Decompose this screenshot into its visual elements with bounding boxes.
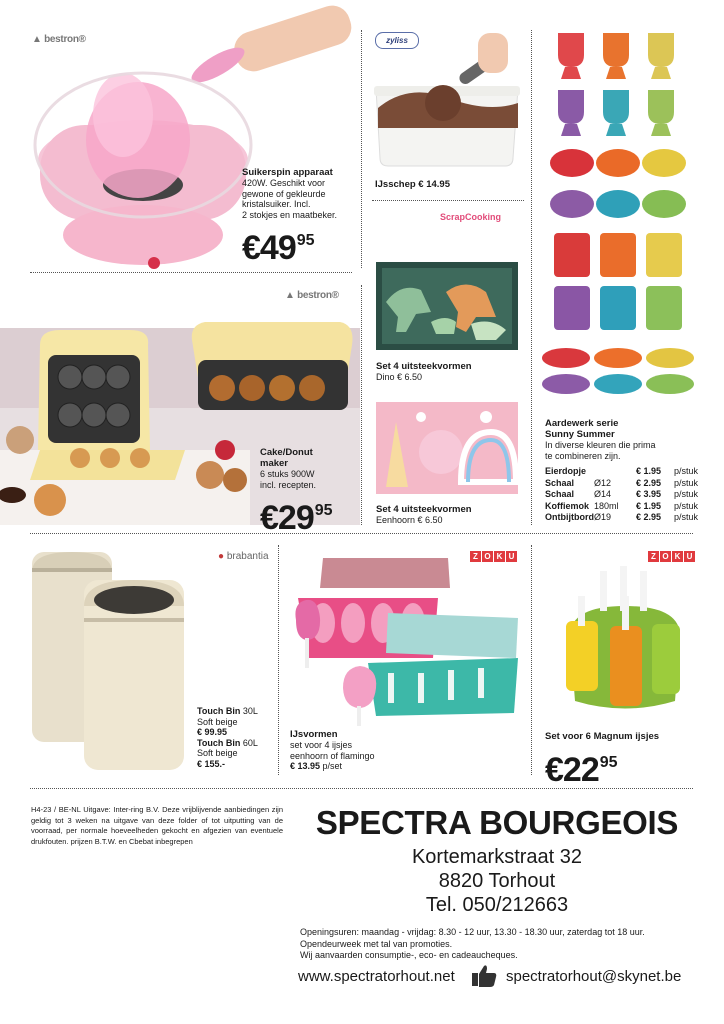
product-eenhoorn	[376, 504, 472, 526]
product-price: € 13.95 p/set	[290, 761, 343, 771]
product-dino	[376, 361, 472, 383]
product-desc-line: incl. recepten.	[260, 479, 317, 490]
divider	[531, 30, 532, 525]
item-name: Schaal	[545, 477, 575, 488]
product-desc-line: 420W. Geschikt voor	[242, 178, 326, 188]
item-name: Koffiemok	[545, 500, 590, 511]
sunny-summer-tableware-image	[540, 28, 705, 400]
product-name: IJsvormen	[290, 729, 338, 740]
brand-logo-bestron: ▲ bestron®	[285, 290, 339, 301]
table-row	[545, 478, 698, 490]
product-name: Cake/Donut	[260, 447, 313, 458]
product-name: Touch Bin 60L	[197, 737, 258, 748]
cheques-text: Wij aanvaarden consumptie-, eco- en cadeaucheques.	[300, 950, 518, 960]
facebook-like-icon[interactable]	[470, 964, 498, 988]
product-name: Set 4 uitsteekvormen	[376, 361, 472, 372]
product-name: Suikerspin apparaat	[242, 167, 333, 178]
item-price: € 2.95	[636, 512, 662, 522]
product-desc-line: te combineren zijn.	[545, 450, 621, 461]
product-price: $€49^{95}$	[242, 229, 315, 267]
item-size: Ø12	[594, 477, 612, 488]
item-price: € 1.95	[636, 466, 662, 476]
product-name: Sunny Summer	[545, 429, 615, 440]
product-desc: Soft beige	[197, 748, 238, 758]
product-desc: Soft beige	[197, 716, 238, 727]
opening-hours-text: Openingsuren: maandag - vrijdag: 8.30 - 12 uur, 13.30 - 18.30 uur, zaterdag tot 18 uur.	[300, 927, 645, 937]
store-phone: Tel. 050/212663	[425, 894, 569, 916]
item-unit: p/stuk	[674, 466, 699, 476]
ice-cream-scoop-image	[368, 28, 523, 168]
product-aardewerk	[545, 418, 656, 461]
divider	[361, 285, 362, 525]
product-desc-line: In diverse kleuren die prima	[545, 440, 656, 450]
product-suikerspin	[242, 167, 360, 265]
opening-hours	[300, 927, 645, 962]
opendeur-text: Opendeurweek met tal van promoties.	[300, 938, 453, 949]
product-name: maker	[260, 458, 288, 469]
table-row	[545, 501, 698, 513]
item-size: Ø19	[594, 512, 612, 522]
brand-logo-scrapcooking: ScrapCooking	[440, 212, 502, 222]
item-price: € 3.95	[636, 489, 662, 499]
table-row	[545, 466, 698, 478]
brand-logo-zoku: Z O K U	[648, 551, 695, 562]
item-name: Schaal	[545, 489, 575, 499]
store-street: Kortemarkstraat 32	[411, 846, 583, 868]
product-price: $€22^{95}$	[545, 751, 618, 789]
item-price: € 1.95	[636, 500, 662, 511]
website-link[interactable]: www.spectratorhout.net	[298, 968, 455, 985]
touch-bin-image	[26, 548, 196, 773]
table-row	[545, 489, 698, 501]
brand-logo-zoku: Z O K U	[470, 551, 517, 562]
item-size: Ø14	[594, 489, 612, 499]
product-cakedonut	[260, 447, 360, 535]
divider	[531, 545, 532, 775]
product-magnum	[545, 731, 659, 787]
divider	[361, 30, 362, 268]
product-ijsschep: IJsschep € 14.95	[375, 179, 450, 190]
aardewerk-price-table	[545, 466, 698, 524]
divider	[372, 200, 524, 201]
magnum-molds-image	[560, 566, 690, 716]
divider	[30, 533, 693, 534]
product-name: Aardewerk serie	[545, 418, 619, 429]
store-name: SPECTRA BOURGEOIS	[315, 804, 679, 841]
product-desc-line: 6 stuks 900W	[260, 469, 315, 479]
dino-cutters-image	[376, 262, 518, 350]
divider	[278, 545, 279, 775]
table-row	[545, 512, 698, 524]
item-name: Ontbijtbord	[545, 512, 594, 522]
item-size	[594, 466, 636, 478]
product-desc-line: gewone of gekleurde	[242, 188, 326, 199]
product-price: € 99.95	[197, 727, 228, 737]
item-unit: p/stuk	[674, 477, 699, 488]
brand-logo-brabantia: ● brabantia	[218, 551, 269, 562]
product-desc-line: eenhoorn of flamingo	[290, 750, 375, 761]
product-touchbin	[197, 706, 258, 769]
product-name: Set voor 6 Magnum ijsjes	[545, 731, 660, 742]
item-name: Eierdopje	[545, 466, 587, 476]
product-price: € 155.-	[197, 758, 226, 769]
product-desc: Eenhoorn € 6.50	[376, 515, 443, 525]
store-city: 8820 Torhout	[438, 870, 556, 892]
product-name: Touch Bin 30L	[197, 706, 258, 716]
item-unit: p/stuk	[674, 512, 699, 522]
ice-molds-image	[288, 548, 528, 728]
item-unit: p/stuk	[674, 489, 699, 499]
item-unit: p/stuk	[674, 500, 699, 511]
unicorn-cutters-image	[376, 402, 518, 494]
product-desc-line: 2 stokjes en maatbeker.	[242, 209, 338, 220]
product-desc: Dino € 6.50	[376, 372, 423, 382]
product-price: $€29^{95}$	[260, 499, 333, 537]
brand-logo-zyliss: zyliss	[375, 32, 419, 49]
brand-logo-bestron: ▲ bestron®	[32, 34, 86, 45]
email-link[interactable]: spectratorhout@skynet.be	[506, 968, 682, 985]
item-size: 180ml	[594, 500, 619, 511]
disclaimer: H4-23 / BE-NL Uitgave: Inter-ring B.V. Deze vrijblijvende aanbiedingen zijn geldig tot 3 weken na uitgave van deze folder of tot uitputting van de voorraad, per normale hoeveelheden gekocht en afgezien van eventuele drukfouten. prijzen B.T.W. en Cbebat inbegrepen	[31, 805, 283, 846]
product-desc-line: set voor 4 ijsjes	[290, 740, 353, 750]
product-desc-line: kristalsuiker. Incl.	[242, 199, 311, 209]
product-ijsvormen	[290, 729, 375, 772]
item-price: € 2.95	[636, 477, 662, 488]
product-name: Set 4 uitsteekvormen	[376, 504, 472, 515]
